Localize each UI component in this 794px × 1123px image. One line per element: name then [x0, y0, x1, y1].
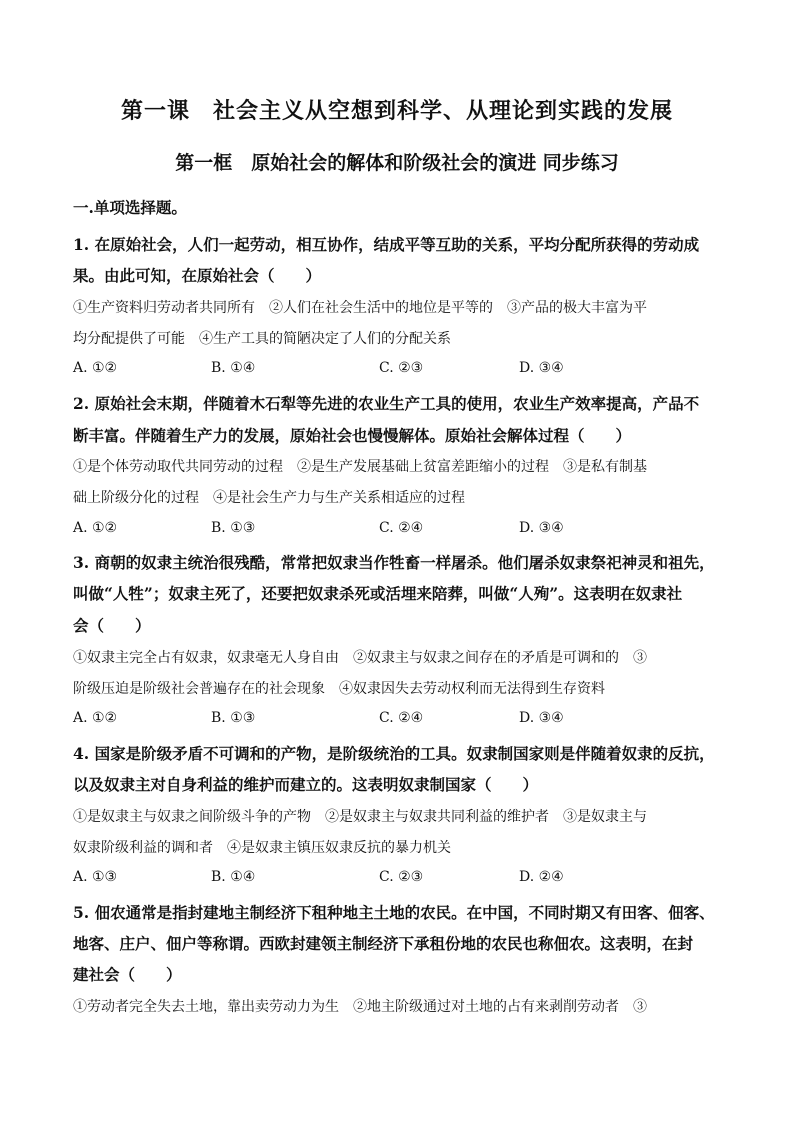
question-4-stem-line-2: 以及奴隶主对自身利益的维护而建立的。这表明奴隶制国家（ ）	[73, 775, 539, 794]
question-3-options-line-1: ①奴隶主完全占有奴隶，奴隶毫无人身自由 ②奴隶主与奴隶之间存在的矛盾是可调和的 ③	[73, 650, 647, 666]
answer-choice-b[interactable]: B. ①④	[211, 869, 256, 885]
question-1-stem-line-1: 1. 在原始社会，人们一起劳动，相互协作，结成平等互助的关系，平均分配所获得的劳动成	[73, 235, 700, 254]
answer-choice-d[interactable]: D. ③④	[519, 360, 564, 376]
answer-choice-a[interactable]: A. ①②	[73, 360, 118, 376]
answer-choice-a[interactable]: A. ①③	[73, 869, 118, 885]
question-2-options-line-2: 础上阶级分化的过程 ④是社会生产力与生产关系相适应的过程	[73, 490, 465, 506]
question-5-options-line-1: ①劳动者完全失去土地，靠出卖劳动力为生 ②地主阶级通过对土地的占有来剥削劳动者 ③	[73, 999, 647, 1015]
question-4-stem-line-1: 4. 国家是阶级矛盾不可调和的产物，是阶级统治的工具。奴隶制国家则是伴随着奴隶的反抗，	[73, 744, 715, 763]
section-heading: 一.单项选择题。	[73, 198, 187, 217]
page-title: 第一课 社会主义从空想到科学、从理论到实践的发展	[120, 98, 673, 124]
question-2-options-line-1: ①是个体劳动取代共同劳动的过程 ②是生产发展基础上贫富差距缩小的过程 ③是私有制基	[73, 459, 647, 475]
answer-choice-d[interactable]: D. ③④	[519, 520, 564, 536]
question-2-stem-line-2: 断丰富。伴随着生产力的发展，原始社会也慢慢解体。原始社会解体过程（ ）	[73, 426, 632, 445]
question-3-stem-line-3: 会（ ）	[73, 616, 151, 635]
page-subtitle: 第一框 原始社会的解体和阶级社会的演进 同步练习	[175, 152, 619, 174]
question-4-options-line-2: 奴隶阶级利益的调和者 ④是奴隶主镇压奴隶反抗的暴力机关	[73, 840, 451, 856]
answer-choice-b[interactable]: B. ①③	[211, 710, 256, 726]
answer-choice-c[interactable]: C. ②③	[379, 869, 424, 885]
answer-choice-a[interactable]: A. ①②	[73, 520, 118, 536]
answer-choice-c[interactable]: C. ②③	[379, 360, 424, 376]
question-3-options-line-2: 阶级压迫是阶级社会普遍存在的社会现象 ④奴隶因失去劳动权利而无法得到生存资料	[73, 681, 605, 697]
answer-choice-c[interactable]: C. ②④	[379, 710, 424, 726]
question-1-options-line-1: ①生产资料归劳动者共同所有 ②人们在社会生活中的地位是平等的 ③产品的极大丰富为平	[73, 300, 647, 316]
answer-choice-b[interactable]: B. ①④	[211, 360, 256, 376]
question-5-stem-line-1: 5. 佃农通常是指封建地主制经济下租种地主土地的农民。在中国，不同时期又有田客、佃客、	[73, 903, 715, 922]
question-5-stem-line-3: 建社会（ ）	[73, 965, 182, 984]
answer-choice-d[interactable]: D. ②④	[519, 869, 564, 885]
question-2-stem-line-1: 2. 原始社会末期，伴随着木石犁等先进的农业生产工具的使用，农业生产效率提高，产品不	[73, 394, 700, 413]
question-4-options-line-1: ①是奴隶主与奴隶之间阶级斗争的产物 ②是奴隶主与奴隶共同利益的维护者 ③是奴隶主与	[73, 809, 647, 825]
question-1-stem-line-2: 果。由此可知，在原始社会（ ）	[73, 266, 322, 285]
question-1-options-line-2: 均分配提供了可能 ④生产工具的简陋决定了人们的分配关系	[73, 331, 451, 347]
question-3-stem-line-2: 叫做“人牲”；奴隶主死了，还要把奴隶杀死或活埋来陪葬，叫做“人殉”。这表明在奴隶社	[73, 584, 683, 603]
answer-choice-a[interactable]: A. ①②	[73, 710, 118, 726]
answer-choice-d[interactable]: D. ③④	[519, 710, 564, 726]
question-5-stem-line-2: 地客、庄户、佃户等称谓。西欧封建领主制经济下承租份地的农民也称佃农。这表明，在封	[73, 934, 694, 953]
answer-choice-b[interactable]: B. ①③	[211, 520, 256, 536]
answer-choice-c[interactable]: C. ②④	[379, 520, 424, 536]
question-3-stem-line-1: 3. 商朝的奴隶主统治很残酷，常常把奴隶当作牲畜一样屠杀。他们屠杀奴隶祭祀神灵和祖先，	[73, 553, 715, 572]
